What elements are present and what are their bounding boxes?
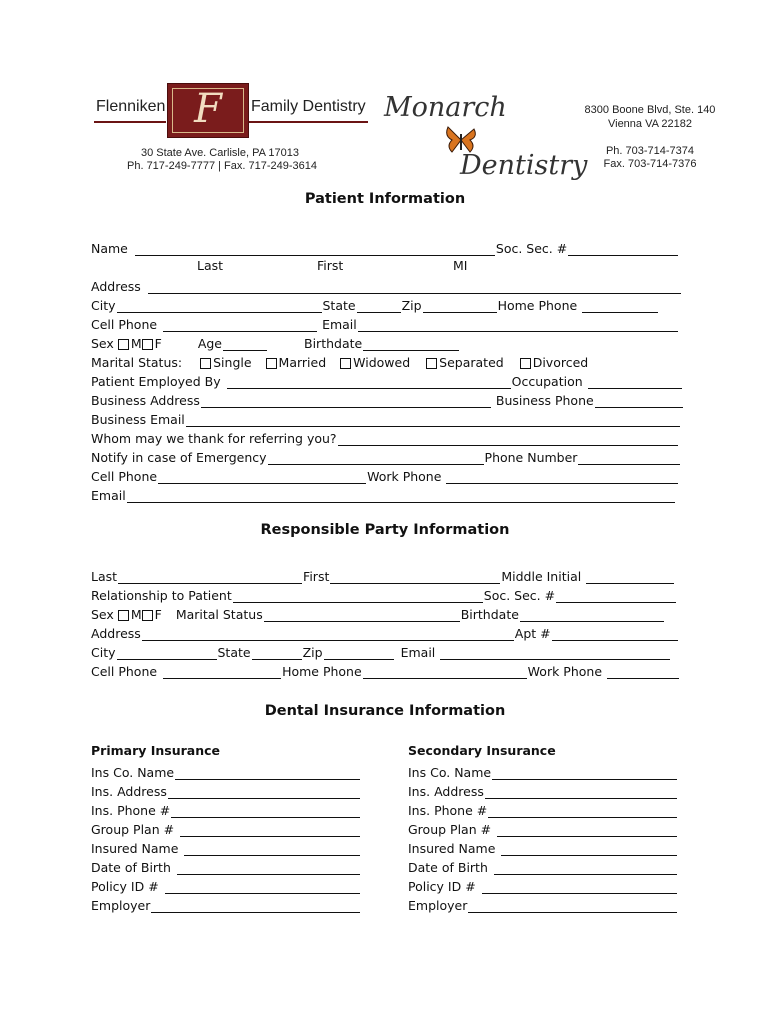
secondary-dob-row <box>408 857 678 875</box>
rp-work-phone-label: Work Phone <box>527 664 603 679</box>
secondary-insured-name-field[interactable] <box>501 841 677 856</box>
rp-marital-status-field[interactable] <box>264 607 460 622</box>
rp-state-label: State <box>217 645 251 660</box>
widowed-label: Widowed <box>353 355 411 370</box>
phone-number-field[interactable] <box>578 450 680 465</box>
rp-marital-status-label: Marital Status <box>175 607 263 622</box>
secondary-ins-phone-label: Ins. Phone # <box>408 803 488 818</box>
cell-work-row <box>91 466 679 484</box>
logo-rule-left <box>94 121 166 123</box>
marital-row <box>91 352 588 370</box>
cell-phone-2-field[interactable] <box>158 469 366 484</box>
primary-insured-name-row <box>91 838 361 856</box>
rp-ssn-field[interactable] <box>556 588 676 603</box>
rp-middle-initial-label: Middle Initial <box>501 569 582 584</box>
rp-phones-row <box>91 661 680 679</box>
rp-state-field[interactable] <box>252 645 302 660</box>
city-row <box>91 295 659 313</box>
rp-zip-field[interactable] <box>324 645 394 660</box>
secondary-ins-phone-row <box>408 800 678 818</box>
emergency-field[interactable] <box>268 450 484 465</box>
separated-checkbox[interactable] <box>426 358 437 369</box>
logo-dentistry: Dentistry <box>460 150 588 181</box>
address-row <box>91 276 682 294</box>
secondary-policy-id-field[interactable] <box>482 879 677 894</box>
logo-name-left: Flenniken <box>96 98 166 115</box>
left-phone: Ph. 717-249-7777 | Fax. 717-249-3614 <box>127 160 317 172</box>
rp-sex-row <box>91 604 665 622</box>
primary-employer-label: Employer <box>91 898 151 913</box>
occupation-label: Occupation <box>511 374 583 389</box>
emergency-row <box>91 447 681 465</box>
email-2-field[interactable] <box>127 488 675 503</box>
secondary-ins-address-field[interactable] <box>485 784 677 799</box>
work-phone-field[interactable] <box>446 469 678 484</box>
birthdate-label: Birthdate <box>304 336 363 351</box>
home-phone-field[interactable] <box>582 298 658 313</box>
rp-email-label: Email <box>400 645 436 660</box>
rp-relationship-label: Relationship to Patient <box>91 588 232 603</box>
age-field[interactable] <box>223 336 267 351</box>
rp-work-phone-field[interactable] <box>607 664 679 679</box>
age-label: Age <box>197 336 222 351</box>
work-phone-label: Work Phone <box>367 469 442 484</box>
state-label: State <box>322 298 356 313</box>
rp-city-field[interactable] <box>117 645 217 660</box>
email-field[interactable] <box>358 317 678 332</box>
referral-row <box>91 428 679 446</box>
secondary-group-plan-row <box>408 819 678 837</box>
sex-f-label: F <box>154 336 162 351</box>
rp-home-phone-field[interactable] <box>363 664 527 679</box>
email-label: Email <box>322 317 357 332</box>
right-phone: Ph. 703-714-7374 <box>605 145 695 157</box>
zip-field[interactable] <box>423 298 497 313</box>
widowed-checkbox[interactable] <box>340 358 351 369</box>
rp-city-row <box>91 642 671 660</box>
secondary-ins-address-row <box>408 781 678 799</box>
rp-apt-label: Apt # <box>514 626 551 641</box>
logo-rule-right <box>248 121 368 123</box>
rp-first-label: First <box>303 569 330 584</box>
home-phone-label: Home Phone <box>497 298 578 313</box>
rp-home-phone-label: Home Phone <box>282 664 362 679</box>
birthdate-field[interactable] <box>363 336 459 351</box>
business-phone-label: Business Phone <box>495 393 594 408</box>
rp-first-field[interactable] <box>330 569 500 584</box>
email-2-row <box>91 485 676 503</box>
employed-by-field[interactable] <box>227 374 511 389</box>
primary-employer-field[interactable] <box>151 898 360 913</box>
city-field[interactable] <box>117 298 322 313</box>
primary-ins-phone-field[interactable] <box>171 803 360 818</box>
primary-ins-co-name-field[interactable] <box>175 765 360 780</box>
primary-employer-row <box>91 895 361 913</box>
right-address-2: Vienna VA 22182 <box>607 118 692 130</box>
rp-middle-initial-field[interactable] <box>586 569 674 584</box>
secondary-ins-address-label: Ins. Address <box>408 784 484 799</box>
rp-address-field[interactable] <box>142 626 514 641</box>
occupation-field[interactable] <box>588 374 682 389</box>
cell-phone-2-label: Cell Phone <box>91 469 158 484</box>
rp-name-row <box>91 566 675 584</box>
first-caption: First <box>317 258 344 273</box>
name-label: Name <box>91 241 128 256</box>
rp-city-label: City <box>91 645 116 660</box>
secondary-policy-id-label: Policy ID # <box>408 879 476 894</box>
business-email-row <box>91 409 681 427</box>
sex-m-label: M <box>130 336 142 351</box>
ssn-label: Soc. Sec. # <box>495 241 568 256</box>
patient-name-row <box>91 238 679 256</box>
rp-zip-label: Zip <box>302 645 323 660</box>
sex-age-row <box>91 333 460 351</box>
sex-m-checkbox[interactable] <box>118 339 129 350</box>
rp-relationship-field[interactable] <box>233 588 483 603</box>
business-phone-field[interactable] <box>595 393 683 408</box>
rp-email-field[interactable] <box>440 645 670 660</box>
email-2-label: Email <box>91 488 126 503</box>
left-address: 30 State Ave. Carlisle, PA 17013 <box>141 147 299 159</box>
primary-ins-phone-label: Ins. Phone # <box>91 803 171 818</box>
married-label: Married <box>278 355 327 370</box>
secondary-insured-name-row <box>408 838 678 856</box>
secondary-employer-label: Employer <box>408 898 468 913</box>
monogram-icon: F <box>167 83 249 138</box>
separated-label: Separated <box>439 355 504 370</box>
ssn-field[interactable] <box>568 241 678 256</box>
insurance-title: Dental Insurance Information <box>264 703 506 719</box>
responsible-party-title: Responsible Party Information <box>260 522 510 538</box>
secondary-employer-field[interactable] <box>468 898 677 913</box>
referral-field[interactable] <box>338 431 678 446</box>
business-address-row <box>91 390 684 408</box>
referral-label: Whom may we thank for referring you? <box>91 431 337 446</box>
secondary-dob-label: Date of Birth <box>408 860 488 875</box>
primary-insured-name-label: Insured Name <box>91 841 179 856</box>
rp-sex-label: Sex <box>91 607 114 622</box>
primary-insurance-heading: Primary Insurance <box>91 743 221 758</box>
right-address-1: 8300 Boone Blvd, Ste. 140 <box>584 104 716 116</box>
address-label: Address <box>91 279 141 294</box>
primary-dob-field[interactable] <box>177 860 360 875</box>
employer-row <box>91 371 683 389</box>
rp-address-row <box>91 623 679 641</box>
primary-policy-id-field[interactable] <box>165 879 360 894</box>
mi-caption: MI <box>453 258 468 273</box>
patient-info-title: Patient Information <box>304 191 466 207</box>
rp-birthdate-field[interactable] <box>520 607 664 622</box>
secondary-group-plan-label: Group Plan # <box>408 822 492 837</box>
sex-f-checkbox[interactable] <box>142 339 153 350</box>
primary-policy-id-label: Policy ID # <box>91 879 159 894</box>
secondary-insured-name-label: Insured Name <box>408 841 496 856</box>
rp-cell-phone-label: Cell Phone <box>91 664 158 679</box>
secondary-ins-co-name-field[interactable] <box>492 765 677 780</box>
primary-group-plan-row <box>91 819 361 837</box>
primary-ins-address-field[interactable] <box>168 784 360 799</box>
logo-monarch: Monarch <box>384 92 507 123</box>
secondary-employer-row <box>408 895 678 913</box>
business-email-label: Business Email <box>91 412 185 427</box>
name-field[interactable] <box>135 241 495 256</box>
rp-relationship-row <box>91 585 677 603</box>
rp-sex-f-label: F <box>154 607 162 622</box>
right-fax: Fax. 703-714-7376 <box>603 158 697 170</box>
primary-policy-id-row <box>91 876 361 894</box>
rp-apt-field[interactable] <box>552 626 678 641</box>
cell-phone-field[interactable] <box>163 317 317 332</box>
marital-status-label: Marital Status: <box>91 355 183 370</box>
secondary-insurance-heading: Secondary Insurance <box>408 743 556 758</box>
rp-sex-f-checkbox[interactable] <box>142 610 153 621</box>
secondary-ins-co-name-label: Ins Co. Name <box>408 765 492 780</box>
secondary-dob-field[interactable] <box>494 860 677 875</box>
business-address-field[interactable] <box>201 393 491 408</box>
phone-number-label: Phone Number <box>484 450 578 465</box>
cell-phone-label: Cell Phone <box>91 317 158 332</box>
rp-sex-m-checkbox[interactable] <box>118 610 129 621</box>
divorced-label: Divorced <box>532 355 589 370</box>
rp-last-label: Last <box>91 569 118 584</box>
primary-ins-address-label: Ins. Address <box>91 784 167 799</box>
emergency-label: Notify in case of Emergency <box>91 450 267 465</box>
primary-ins-address-row <box>91 781 361 799</box>
divorced-checkbox[interactable] <box>520 358 531 369</box>
primary-group-plan-field[interactable] <box>180 822 360 837</box>
rp-sex-m-label: M <box>130 607 142 622</box>
sex-label: Sex <box>91 336 114 351</box>
rp-address-label: Address <box>91 626 141 641</box>
single-label: Single <box>213 355 252 370</box>
last-caption: Last <box>197 258 224 273</box>
rp-cell-phone-field[interactable] <box>163 664 281 679</box>
secondary-group-plan-field[interactable] <box>497 822 677 837</box>
business-email-field[interactable] <box>186 412 680 427</box>
primary-group-plan-label: Group Plan # <box>91 822 175 837</box>
cell-email-row <box>91 314 679 332</box>
married-checkbox[interactable] <box>266 358 277 369</box>
primary-dob-row <box>91 857 361 875</box>
secondary-policy-id-row <box>408 876 678 894</box>
secondary-ins-phone-field[interactable] <box>488 803 677 818</box>
primary-ins-co-name-label: Ins Co. Name <box>91 765 175 780</box>
zip-label: Zip <box>401 298 422 313</box>
primary-insured-name-field[interactable] <box>184 841 360 856</box>
primary-ins-phone-row <box>91 800 361 818</box>
address-field[interactable] <box>148 279 681 294</box>
rp-last-field[interactable] <box>118 569 302 584</box>
primary-ins-co-name-row <box>91 762 361 780</box>
secondary-ins-co-name-row <box>408 762 678 780</box>
rp-ssn-label: Soc. Sec. # <box>483 588 556 603</box>
rp-birthdate-label: Birthdate <box>460 607 519 622</box>
state-field[interactable] <box>357 298 401 313</box>
primary-dob-label: Date of Birth <box>91 860 171 875</box>
logo-name-right: Family Dentistry <box>251 98 366 115</box>
employed-by-label: Patient Employed By <box>91 374 221 389</box>
city-label: City <box>91 298 116 313</box>
business-address-label: Business Address <box>91 393 200 408</box>
single-checkbox[interactable] <box>200 358 211 369</box>
